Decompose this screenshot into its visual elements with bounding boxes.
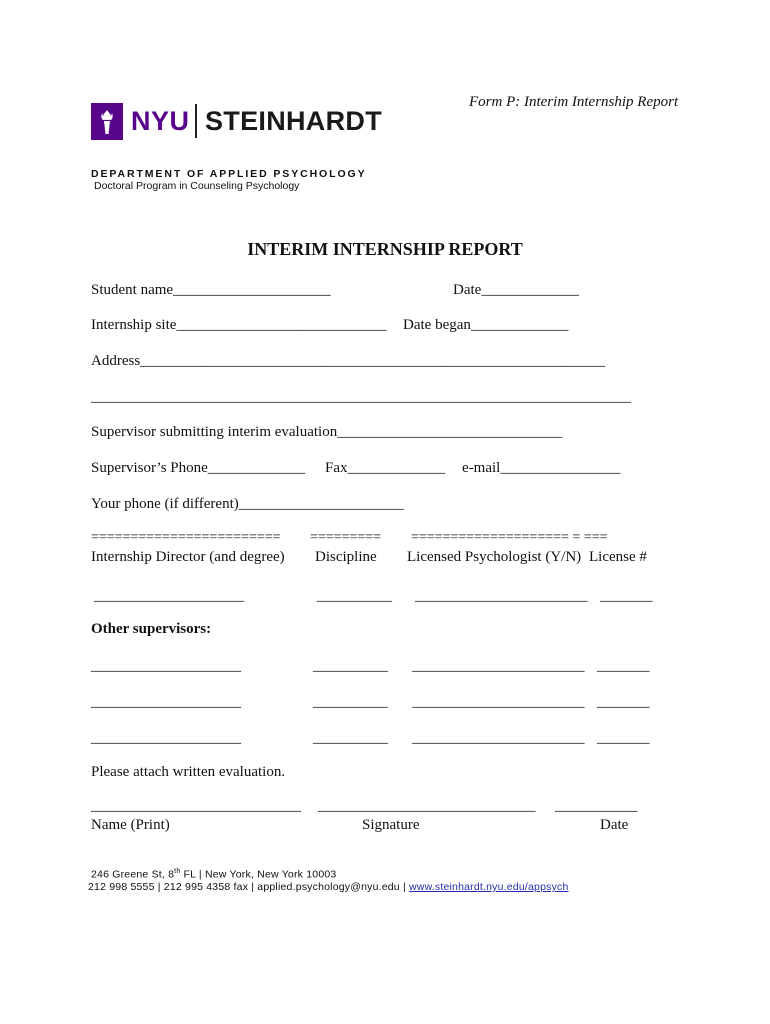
supervisor-3-license-number-blank[interactable]: _______: [597, 730, 650, 746]
supervisor-3-name-blank[interactable]: ____________________: [91, 730, 241, 746]
supervisor-2-license-number-blank[interactable]: _______: [597, 694, 650, 710]
form-identifier: Form P: Interim Internship Report: [469, 94, 679, 110]
footer-address: [91, 868, 336, 881]
supervisor-2-discipline-blank[interactable]: __________: [313, 694, 388, 710]
separator-director: ========================: [91, 530, 281, 545]
separator-discipline: =========: [310, 530, 382, 545]
column-header-director: Internship Director (and degree): [91, 549, 285, 565]
date-field[interactable]: Date_____________: [453, 282, 579, 298]
supervisor-1-name-blank[interactable]: ____________________: [91, 658, 241, 674]
supervisor-phone-field[interactable]: Supervisor’s Phone_____________: [91, 460, 306, 476]
logo-divider: [195, 104, 197, 138]
column-header-discipline: Discipline: [315, 549, 377, 565]
internship-site-field[interactable]: Internship site____________________________: [91, 317, 387, 333]
signature-date-blank[interactable]: ___________: [555, 798, 638, 814]
logo-nyu-text: NYU: [131, 106, 190, 136]
your-phone-field[interactable]: Your phone (if different)______________________: [91, 496, 404, 512]
separator-licensed: ==================== = ===: [411, 530, 608, 545]
column-header-licensed: Licensed Psychologist (Y/N): [407, 549, 582, 565]
supervisor-1-discipline-blank[interactable]: __________: [313, 658, 388, 674]
footer-website-link[interactable]: www.steinhardt.nyu.edu/appsych: [409, 881, 569, 893]
director-license-number-blank[interactable]: _______: [600, 588, 653, 604]
signature-label: Signature: [362, 817, 420, 833]
department-name: DEPARTMENT OF APPLIED PSYCHOLOGY: [91, 168, 367, 180]
program-name: Doctoral Program in Counseling Psychology: [94, 180, 300, 192]
footer-contact: [88, 881, 569, 893]
name-print-blank[interactable]: ____________________________: [91, 798, 301, 814]
nyu-torch-logo-icon: [91, 103, 123, 140]
director-discipline-blank[interactable]: __________: [317, 588, 392, 604]
director-licensed-blank[interactable]: _______________________: [415, 588, 588, 604]
page-title: INTERIM INTERNSHIP REPORT: [247, 239, 523, 259]
torch-icon: [96, 108, 118, 136]
fax-field[interactable]: Fax_____________: [325, 460, 445, 476]
other-supervisors-heading: Other supervisors:: [91, 621, 212, 637]
attach-evaluation-note: Please attach written evaluation.: [91, 764, 286, 780]
supervisor-1-license-number-blank[interactable]: _______: [597, 658, 650, 674]
footer-contact-text: 212 998 5555 | 212 995 4358 fax | applied.psychology@nyu.edu |: [88, 881, 410, 893]
supervisor-1-licensed-blank[interactable]: _______________________: [412, 658, 585, 674]
signature-date-label: Date: [600, 817, 629, 833]
supervisor-evaluation-field[interactable]: Supervisor submitting interim evaluation______________________________: [91, 424, 563, 440]
logo-steinhardt-text: STEINHARDT: [205, 106, 382, 136]
signature-blank[interactable]: _____________________________: [318, 798, 536, 814]
column-header-license-number: License #: [589, 549, 647, 565]
email-field[interactable]: e-mail________________: [462, 460, 621, 476]
supervisor-3-licensed-blank[interactable]: _______________________: [412, 730, 585, 746]
student-name-field[interactable]: Student name_____________________: [91, 282, 331, 298]
date-began-field[interactable]: Date began_____________: [403, 317, 569, 333]
supervisor-3-discipline-blank[interactable]: __________: [313, 730, 388, 746]
director-name-blank[interactable]: ____________________: [94, 588, 244, 604]
footer-address-pre: 246 Greene St, 8: [91, 868, 175, 881]
supervisor-2-name-blank[interactable]: ____________________: [91, 694, 241, 710]
footer-address-post: FL | New York, New York 10003: [180, 868, 337, 881]
supervisor-2-licensed-blank[interactable]: _______________________: [412, 694, 585, 710]
footer-address-sup: th: [174, 868, 181, 875]
address-line2-field[interactable]: ________________________________________________________________________: [91, 389, 631, 405]
address-field[interactable]: Address______________________________________________________________: [91, 353, 606, 369]
name-print-label: Name (Print): [91, 817, 170, 833]
